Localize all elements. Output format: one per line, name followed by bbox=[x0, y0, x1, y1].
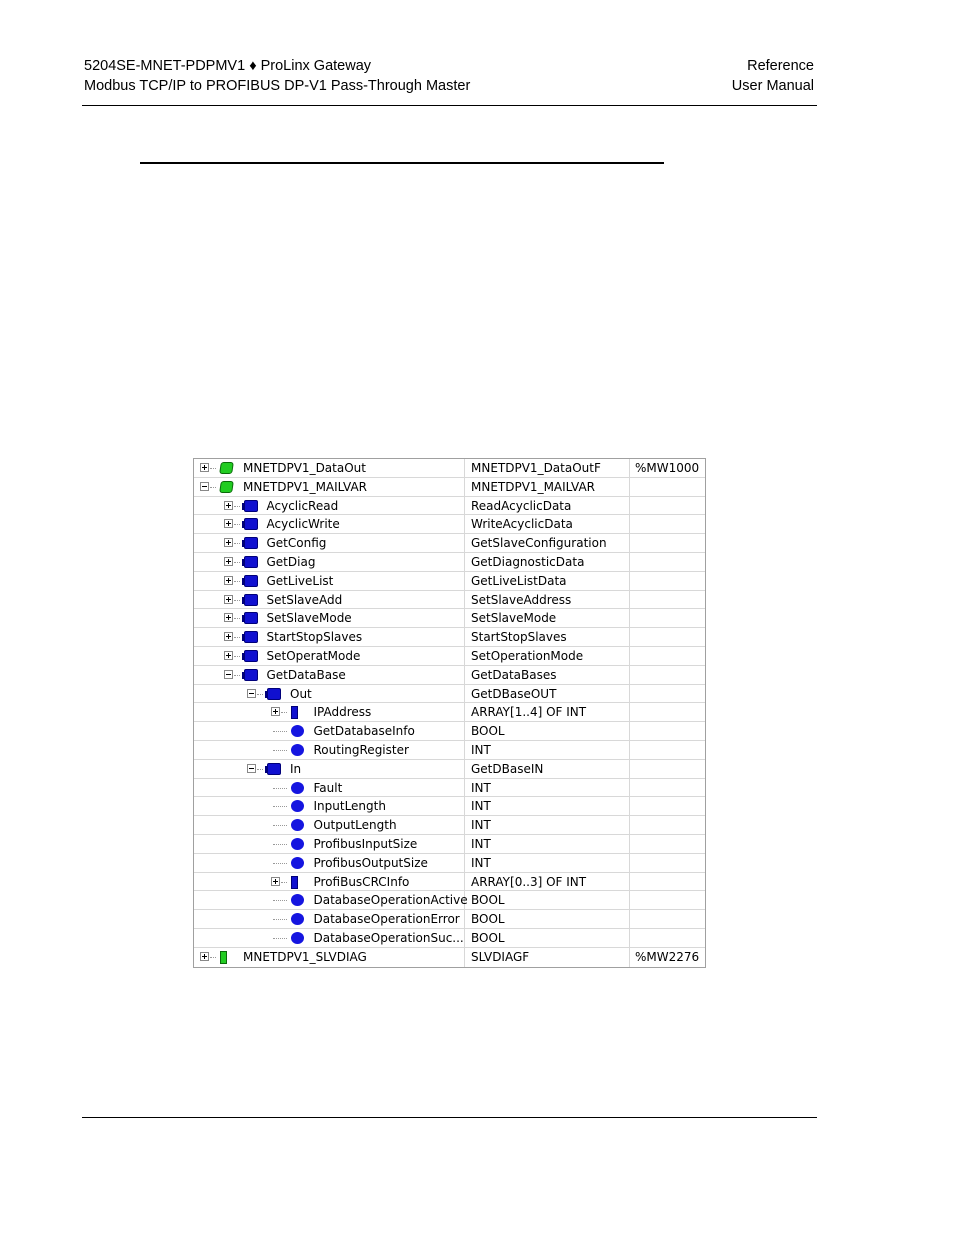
tree-address-cell bbox=[630, 797, 705, 815]
tree-name-cell bbox=[194, 553, 465, 571]
tree-item-label[interactable]: GetDiag bbox=[266, 554, 316, 569]
tree-name-cell bbox=[194, 703, 465, 721]
blue-dot-icon bbox=[291, 894, 304, 906]
tree-row[interactable] bbox=[194, 760, 705, 779]
tree-connector bbox=[273, 825, 287, 826]
tree-name-cell bbox=[194, 685, 465, 703]
tree-address-cell bbox=[630, 685, 705, 703]
tree-type-cell: MNETDPV1_MAILVAR bbox=[465, 478, 630, 496]
tree-row[interactable] bbox=[194, 497, 705, 516]
tree-connector bbox=[273, 731, 287, 732]
tree-type-cell: GetDBaseIN bbox=[465, 760, 630, 778]
tree-row[interactable] bbox=[194, 929, 705, 948]
tree-address-cell bbox=[630, 891, 705, 909]
tree-row[interactable] bbox=[194, 647, 705, 666]
tree-row[interactable] bbox=[194, 572, 705, 591]
tree-row[interactable] bbox=[194, 685, 705, 704]
tree-item-label[interactable]: DatabaseOperationError bbox=[313, 912, 460, 927]
tree-item-label[interactable]: SetOperatMode bbox=[266, 648, 361, 663]
tree-connector bbox=[234, 618, 240, 619]
tree-connector bbox=[234, 656, 240, 657]
tree-row[interactable] bbox=[194, 741, 705, 760]
header-doc-type: User Manual bbox=[731, 78, 814, 94]
blue-dot-icon bbox=[291, 725, 304, 737]
tree-name-cell bbox=[194, 741, 465, 759]
blue-struct-icon bbox=[244, 518, 258, 530]
tree-type-cell: INT bbox=[465, 835, 630, 853]
tree-name-cell bbox=[194, 797, 465, 815]
header-divider bbox=[82, 105, 817, 106]
expand-plus-icon[interactable] bbox=[224, 576, 233, 585]
blue-struct-icon bbox=[244, 556, 258, 568]
tree-connector bbox=[234, 675, 240, 676]
tree-name-cell bbox=[194, 459, 465, 477]
tree-row[interactable] bbox=[194, 666, 705, 685]
tree-row[interactable] bbox=[194, 835, 705, 854]
tree-item-label[interactable]: MNETDPV1_SLVDIAG bbox=[243, 949, 367, 964]
blue-dot-icon bbox=[291, 838, 304, 850]
tree-address-cell bbox=[630, 647, 705, 665]
tree-connector bbox=[273, 844, 287, 845]
tree-connector bbox=[234, 543, 240, 544]
tree-name-cell bbox=[194, 854, 465, 872]
tree-connector bbox=[273, 863, 287, 864]
tree-row[interactable] bbox=[194, 816, 705, 835]
tree-row[interactable] bbox=[194, 459, 705, 478]
tree-row[interactable] bbox=[194, 873, 705, 892]
collapse-minus-icon[interactable] bbox=[224, 670, 233, 679]
blue-struct-icon bbox=[244, 669, 258, 681]
section-title-underline bbox=[140, 162, 664, 164]
collapse-minus-icon[interactable] bbox=[247, 764, 256, 773]
tree-address-cell bbox=[630, 497, 705, 515]
blue-struct-icon bbox=[267, 688, 281, 700]
expand-plus-icon[interactable] bbox=[224, 501, 233, 510]
tree-type-cell: StartStopSlaves bbox=[465, 628, 630, 646]
tree-connector bbox=[234, 581, 240, 582]
tree-address-cell bbox=[630, 835, 705, 853]
tree-name-cell bbox=[194, 835, 465, 853]
blue-array-icon bbox=[291, 706, 298, 719]
tree-type-cell: SetOperationMode bbox=[465, 647, 630, 665]
tree-name-cell bbox=[194, 816, 465, 834]
tree-item-label[interactable]: ProfibusInputSize bbox=[313, 836, 418, 851]
tree-item-label[interactable]: Fault bbox=[313, 780, 343, 795]
header-left bbox=[84, 56, 470, 96]
tree-type-cell: GetDataBases bbox=[465, 666, 630, 684]
blue-dot-icon bbox=[291, 800, 304, 812]
tree-row[interactable] bbox=[194, 722, 705, 741]
tree-name-cell bbox=[194, 910, 465, 928]
green-block-icon bbox=[219, 462, 234, 474]
tree-item-label[interactable]: MNETDPV1_MAILVAR bbox=[243, 479, 368, 494]
tree-address-cell bbox=[630, 929, 705, 947]
tree-item-label[interactable]: DatabaseOperationSuc... bbox=[313, 930, 464, 945]
expand-plus-icon[interactable] bbox=[224, 632, 233, 641]
tree-item-label[interactable]: MNETDPV1_DataOut bbox=[243, 461, 366, 475]
tree-type-cell: BOOL bbox=[465, 910, 630, 928]
tree-item-label[interactable]: DatabaseOperationActive bbox=[313, 893, 468, 908]
tree-type-cell: BOOL bbox=[465, 929, 630, 947]
tree-connector bbox=[234, 524, 240, 525]
expand-plus-icon[interactable] bbox=[224, 538, 233, 547]
tree-type-cell: INT bbox=[465, 854, 630, 872]
tree-item-label[interactable]: ProfiBusCRCInfo bbox=[313, 874, 410, 889]
tree-name-cell bbox=[194, 478, 465, 496]
blue-dot-icon bbox=[291, 857, 304, 869]
tree-address-cell bbox=[630, 854, 705, 872]
tree-address-cell bbox=[630, 591, 705, 609]
tree-item-label[interactable]: GetDatabaseInfo bbox=[313, 724, 415, 739]
tree-connector bbox=[273, 900, 287, 901]
tree-name-cell bbox=[194, 497, 465, 515]
tree-type-cell: SLVDIAGF bbox=[465, 948, 630, 967]
tree-type-cell: BOOL bbox=[465, 722, 630, 740]
tree-connector bbox=[257, 694, 263, 695]
tree-name-cell bbox=[194, 948, 465, 967]
tree-item-label[interactable]: SetSlaveAdd bbox=[266, 592, 343, 607]
blue-dot-icon bbox=[291, 782, 304, 794]
tree-type-cell: GetSlaveConfiguration bbox=[465, 534, 630, 552]
footer-divider bbox=[82, 1117, 817, 1118]
tree-type-cell: GetLiveListData bbox=[465, 572, 630, 590]
green-bar-icon bbox=[220, 951, 227, 964]
blue-struct-icon bbox=[244, 575, 258, 587]
tree-item-label[interactable]: In bbox=[290, 761, 302, 776]
blue-dot-icon bbox=[291, 744, 304, 756]
tree-address-cell bbox=[630, 666, 705, 684]
tree-item-label[interactable]: Out bbox=[290, 686, 312, 701]
tree-row[interactable] bbox=[194, 534, 705, 553]
tree-connector bbox=[257, 769, 263, 770]
green-block-icon bbox=[219, 481, 234, 493]
tree-row[interactable] bbox=[194, 553, 705, 572]
tree-item-label[interactable]: GetConfig bbox=[266, 536, 327, 551]
tree-name-cell bbox=[194, 628, 465, 646]
tree-row[interactable] bbox=[194, 478, 705, 497]
tree-type-cell: BOOL bbox=[465, 891, 630, 909]
header-product-subtitle: Modbus TCP/IP to PROFIBUS DP-V1 Pass-Through Master bbox=[84, 78, 471, 94]
tree-connector bbox=[234, 600, 240, 601]
tree-connector bbox=[273, 919, 287, 920]
expand-plus-icon[interactable] bbox=[200, 463, 209, 472]
tree-item-label[interactable]: ProfibusOutputSize bbox=[313, 855, 428, 870]
expand-plus-icon[interactable] bbox=[224, 557, 233, 566]
tree-connector bbox=[273, 788, 287, 789]
tree-item-label[interactable]: AcyclicRead bbox=[266, 498, 339, 513]
header-right bbox=[732, 56, 814, 96]
expand-plus-icon[interactable] bbox=[224, 651, 233, 660]
tree-address-cell bbox=[630, 553, 705, 571]
blue-struct-icon bbox=[267, 763, 281, 775]
tree-address-cell bbox=[630, 609, 705, 627]
blue-dot-icon bbox=[291, 913, 304, 925]
tree-connector bbox=[273, 750, 287, 751]
collapse-minus-icon[interactable] bbox=[200, 482, 209, 491]
tree-name-cell bbox=[194, 666, 465, 684]
tree-address-cell bbox=[630, 816, 705, 834]
tree-connector bbox=[234, 637, 240, 638]
tree-item-label[interactable]: AcyclicWrite bbox=[266, 517, 340, 532]
tree-name-cell bbox=[194, 591, 465, 609]
tree-name-cell bbox=[194, 891, 468, 909]
tree-item-label[interactable]: GetLiveList bbox=[266, 573, 334, 588]
tree-type-cell: INT bbox=[465, 797, 630, 815]
tree-connector bbox=[210, 957, 216, 958]
tree-connector bbox=[281, 882, 287, 883]
tree-address-cell bbox=[630, 478, 705, 496]
blue-struct-icon bbox=[244, 500, 258, 512]
tree-type-cell: ReadAcyclicData bbox=[465, 497, 630, 515]
tree-name-cell bbox=[194, 929, 465, 947]
expand-plus-icon[interactable] bbox=[224, 519, 233, 528]
tree-name-cell bbox=[194, 515, 465, 533]
tree-connector bbox=[210, 468, 216, 469]
blue-struct-icon bbox=[244, 594, 258, 606]
collapse-minus-icon[interactable] bbox=[247, 689, 256, 698]
tree-item-label[interactable]: StartStopSlaves bbox=[266, 630, 363, 645]
tree-row[interactable] bbox=[194, 515, 705, 534]
expand-plus-icon[interactable] bbox=[224, 613, 233, 622]
tree-connector bbox=[234, 562, 240, 563]
tree-row[interactable] bbox=[194, 891, 705, 910]
tree-address-cell: %MW2276 bbox=[635, 949, 700, 964]
blue-struct-icon bbox=[244, 537, 258, 549]
tree-type-cell: GetDiagnosticData bbox=[465, 553, 630, 571]
tree-address-cell bbox=[630, 722, 705, 740]
tree-address-cell bbox=[630, 628, 705, 646]
tree-type-cell: ARRAY[0..3] OF INT bbox=[465, 873, 630, 891]
expand-plus-icon[interactable] bbox=[224, 595, 233, 604]
tree-type-cell: INT bbox=[465, 816, 630, 834]
tree-address-cell bbox=[630, 910, 705, 928]
tree-type-cell: ARRAY[1..4] OF INT bbox=[465, 703, 630, 721]
tree-row[interactable] bbox=[194, 591, 705, 610]
tree-name-cell bbox=[194, 609, 465, 627]
tree-type-cell: GetDBaseOUT bbox=[465, 685, 630, 703]
tree-item-label[interactable]: SetSlaveMode bbox=[266, 611, 352, 626]
tree-name-cell bbox=[194, 779, 465, 797]
tree-row[interactable] bbox=[194, 609, 705, 628]
tree-row[interactable] bbox=[194, 854, 705, 873]
tree-connector bbox=[210, 487, 216, 488]
tree-name-cell bbox=[194, 760, 465, 778]
blue-struct-icon bbox=[244, 612, 258, 624]
tree-row[interactable] bbox=[194, 948, 705, 967]
tree-row[interactable] bbox=[194, 628, 705, 647]
tree-row[interactable] bbox=[194, 703, 705, 722]
tree-item-label[interactable]: IPAddress bbox=[313, 705, 372, 720]
tree-item-label[interactable]: GetDataBase bbox=[266, 667, 346, 682]
header-product-title: 5204SE-MNET-PDPMV1 ♦ ProLinx Gateway bbox=[84, 58, 372, 74]
expand-plus-icon[interactable] bbox=[271, 707, 280, 716]
header-section-name: Reference bbox=[747, 58, 814, 74]
tree-type-cell: MNETDPV1_DataOutF bbox=[465, 459, 630, 477]
tree-connector bbox=[281, 712, 287, 713]
expand-plus-icon[interactable] bbox=[271, 877, 280, 886]
tree-name-cell bbox=[194, 572, 465, 590]
tree-item-label[interactable]: InputLength bbox=[313, 799, 386, 814]
tree-type-cell: INT bbox=[465, 741, 630, 759]
tree-address-cell bbox=[630, 760, 705, 778]
tree-address-cell bbox=[630, 515, 705, 533]
tree-connector bbox=[273, 938, 287, 939]
tree-connector bbox=[273, 806, 287, 807]
tree-type-cell: WriteAcyclicData bbox=[465, 515, 630, 533]
tree-item-label[interactable]: OutputLength bbox=[313, 818, 397, 833]
blue-dot-icon bbox=[291, 932, 304, 944]
tree-type-cell: SetSlaveAddress bbox=[465, 591, 630, 609]
tree-address-cell bbox=[630, 703, 705, 721]
tree-address-cell bbox=[630, 873, 705, 891]
tree-address-cell bbox=[630, 534, 705, 552]
tree-item-label[interactable]: RoutingRegister bbox=[313, 742, 409, 757]
tree-type-cell: SetSlaveMode bbox=[465, 609, 630, 627]
tree-connector bbox=[234, 506, 240, 507]
tree-row[interactable] bbox=[194, 797, 705, 816]
blue-struct-icon bbox=[244, 650, 258, 662]
tree-name-cell bbox=[194, 647, 465, 665]
tree-address-cell bbox=[630, 779, 705, 797]
tree-row[interactable] bbox=[194, 779, 705, 798]
tree-type-cell: INT bbox=[465, 779, 630, 797]
tree-address-cell bbox=[630, 741, 705, 759]
expand-plus-icon[interactable] bbox=[200, 952, 209, 961]
tree-name-cell bbox=[194, 873, 465, 891]
tree-address-cell bbox=[630, 572, 705, 590]
tree-name-cell bbox=[194, 534, 465, 552]
blue-array-icon bbox=[291, 876, 298, 889]
tree-address-cell: %MW1000 bbox=[635, 461, 700, 475]
blue-struct-icon bbox=[244, 631, 258, 643]
tree-name-cell bbox=[194, 722, 465, 740]
variable-tree-view[interactable] bbox=[193, 458, 706, 968]
blue-dot-icon bbox=[291, 819, 304, 831]
tree-row[interactable] bbox=[194, 910, 705, 929]
